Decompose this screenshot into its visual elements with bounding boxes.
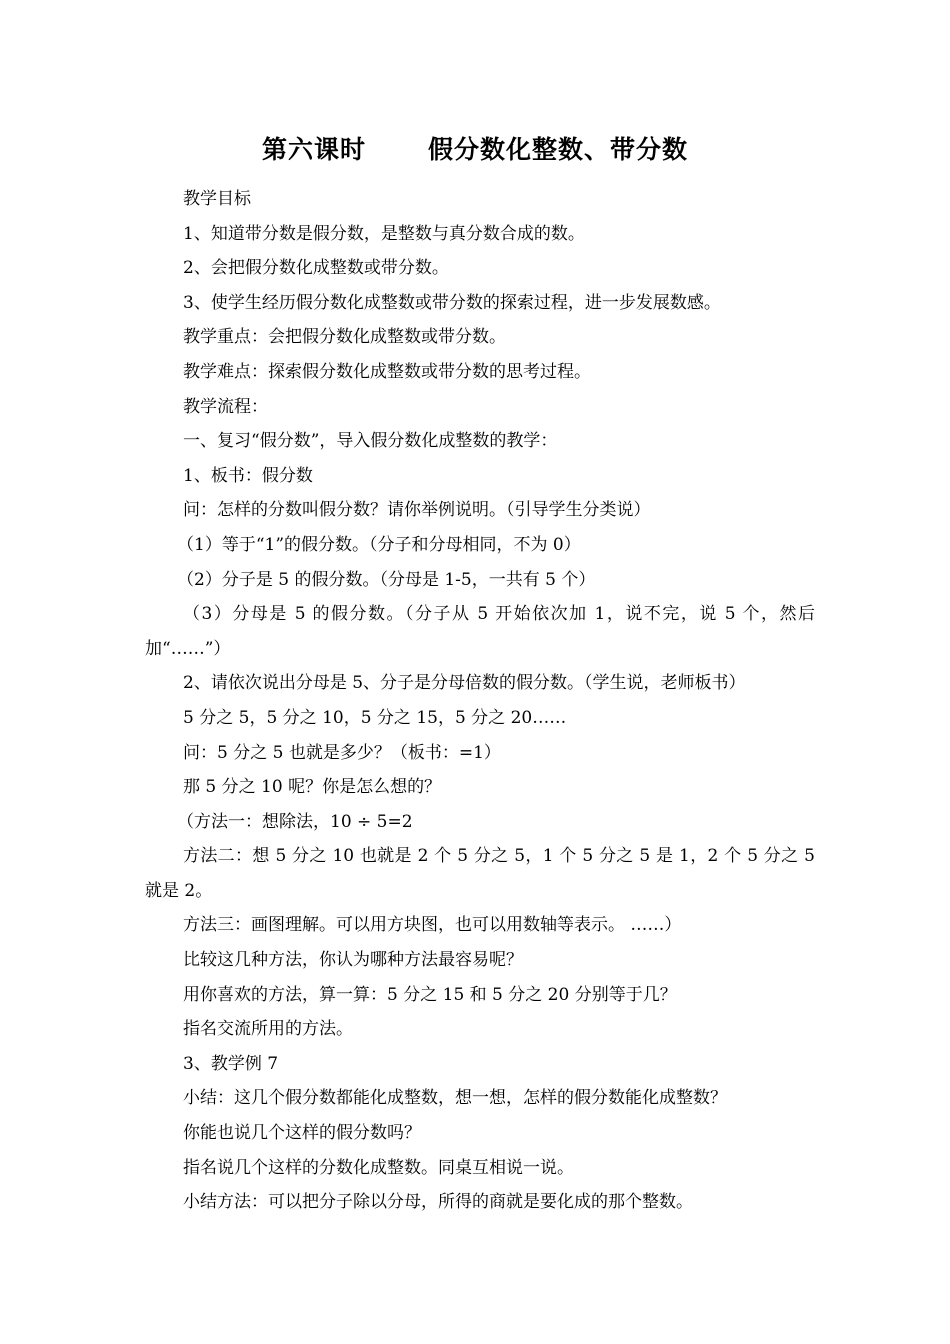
paragraph: （方法一：想除法，10 ÷ 5=2 (177, 811, 413, 832)
paragraph: 那 5 分之 10 呢？你是怎么想的？ (183, 777, 442, 798)
paragraph: （3）分母是 5 的假分数。（分子从 5 开始依次加 1，说不完，说 5 个，然后加“……”） (145, 604, 815, 659)
paragraph: 问：5 分之 5 也就是多少？（板书：=1） (183, 742, 501, 763)
page-title (0, 130, 950, 166)
paragraph: 比较这几种方法，你认为哪种方法最容易呢？ (183, 950, 523, 971)
paragraph: 用你喜欢的方法，算一算：5 分之 15 和 5 分之 20 分别等于几？ (183, 984, 677, 1005)
paragraph: 方法二：想 5 分之 10 也就是 2 个 5 分之 5，1 个 5 分之 5 是 1，2 个 5 分之 5 就是 2。 (145, 846, 815, 901)
paragraph: 2、请依次说出分母是 5、分子是分母倍数的假分数。（学生说，老师板书） (183, 673, 746, 694)
lesson-topic: 假分数化整数、带分数 (428, 135, 689, 164)
paragraph: 指名说几个这样的分数化成整数。同桌互相说一说。 (183, 1157, 574, 1178)
paragraph: （1）等于“1”的假分数。（分子和分母相同，不为 0） (177, 534, 581, 555)
paragraph: 方法三：画图理解。可以用方块图，也可以用数轴等表示。 ……） (183, 915, 682, 936)
lesson-number: 第六课时 (261, 135, 366, 164)
paragraph: 小结方法：可以把分子除以分母，所得的商就是要化成的那个整数。 (183, 1192, 693, 1213)
section-heading-objectives: 教学目标 (183, 189, 251, 209)
document-body (145, 182, 815, 1220)
objective-item: 2、会把假分数化成整数或带分数。 (183, 258, 449, 279)
paragraph: 指名交流所用的方法。 (183, 1019, 353, 1040)
teaching-focus: 教学重点：会把假分数化成整数或带分数。 (183, 327, 506, 348)
paragraph: 3、教学例 7 (183, 1053, 279, 1074)
process-step-heading: 一、复习“假分数”，导入假分数化成整数的教学： (183, 431, 558, 452)
paragraph: （2）分子是 5 的假分数。（分母是 1-5，一共有 5 个） (177, 569, 596, 590)
section-heading-process: 教学流程： (183, 396, 268, 417)
paragraph: 小结：这几个假分数都能化成整数，想一想，怎样的假分数能化成整数？ (183, 1088, 727, 1109)
paragraph: 5 分之 5，5 分之 10，5 分之 15，5 分之 20…… (183, 707, 567, 728)
objective-item: 3、使学生经历假分数化成整数或带分数的探索过程，进一步发展数感。 (183, 292, 721, 313)
paragraph: 你能也说几个这样的假分数吗？ (183, 1123, 421, 1144)
paragraph: 1、板书：假分数 (183, 465, 313, 486)
objective-item: 1、知道带分数是假分数，是整数与真分数合成的数。 (183, 223, 585, 244)
paragraph: 问：怎样的分数叫假分数？请你举例说明。（引导学生分类说） (183, 500, 651, 521)
teaching-difficulty: 教学难点：探索假分数化成整数或带分数的思考过程。 (183, 361, 591, 382)
